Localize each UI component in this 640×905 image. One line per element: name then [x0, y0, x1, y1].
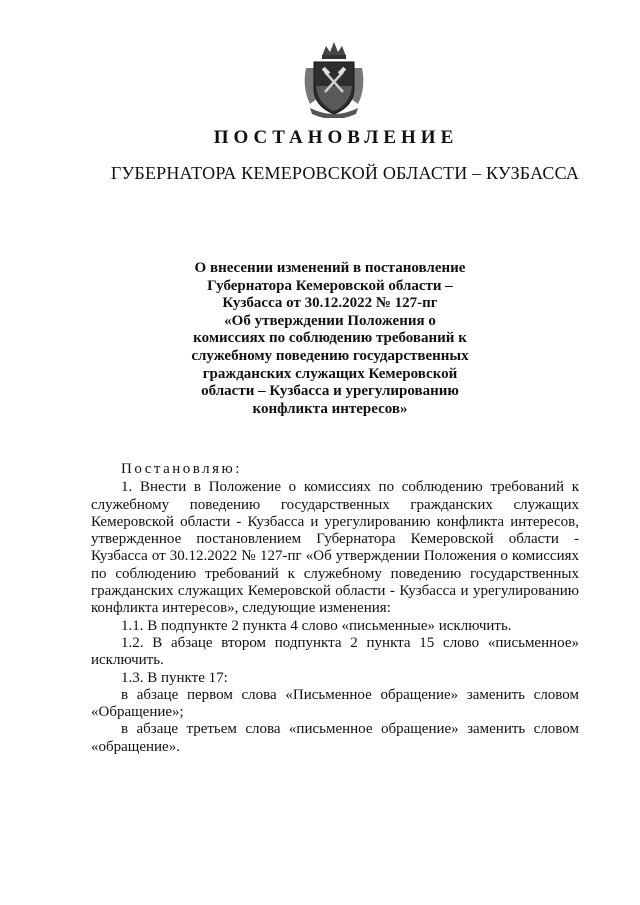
issuer-title: ГУБЕРНАТОРА КЕМЕРОВСКОЙ ОБЛАСТИ – КУЗБАССА [110, 163, 580, 183]
paragraph: 1.3. В пункте 17: [121, 669, 228, 686]
paragraph: 1.1. В подпункте 2 пункта 4 слово «письменные» исключить. [121, 617, 512, 634]
subject-line: «Об утверждении Положения о [224, 312, 436, 329]
decree-word: Постановляю: [121, 461, 242, 477]
subject-line: Губернатора Кемеровской области – [207, 277, 453, 294]
subject-line: конфликта интересов» [252, 400, 408, 417]
paragraph: в абзаце третьем слова «письменное обращение» заменить словом «обращение». [91, 721, 579, 755]
coat-of-arms-icon [300, 38, 368, 118]
paragraph: 1.2. В абзаце втором подпункта 2 пункта 15 слово «письменное» исключить. [91, 634, 579, 669]
document-subject [180, 260, 480, 418]
subject-line: гражданских служащих Кемеровской [202, 365, 458, 382]
document-body [91, 461, 579, 756]
paragraph: 1. Внести в Положение о комиссиях по соблюдению требований к служебному поведению государственных гражданских служащих Кемеровской области - Кузбасса и урегулированию конфликта интересов, утвержденное постановлением Губернатора Кемеровской области - Кузбасса от 30.12.2022 № 127-пг «Об утверждении Положения о комиссиях по соблюдению требований к служебному поведению государственных гражданских служащих Кемеровской области - Кузбасса и урегулированию конфликта интересов», следующие изменения: [91, 479, 579, 617]
subject-line: О внесении изменений в постановление [194, 260, 466, 276]
document-type-title: ПОСТАНОВЛЕНИЕ [213, 127, 459, 148]
subject-line: области – Кузбасса и урегулированию [201, 383, 459, 400]
subject-line: Кузбасса от 30.12.2022 № 127-пг [222, 295, 438, 312]
subject-line: комиссиях по соблюдению требований к [193, 330, 467, 347]
paragraph: в абзаце первом слова «Письменное обращение» заменить словом «Обращение»; [91, 686, 579, 721]
subject-line: служебному поведению государственных [191, 347, 469, 364]
